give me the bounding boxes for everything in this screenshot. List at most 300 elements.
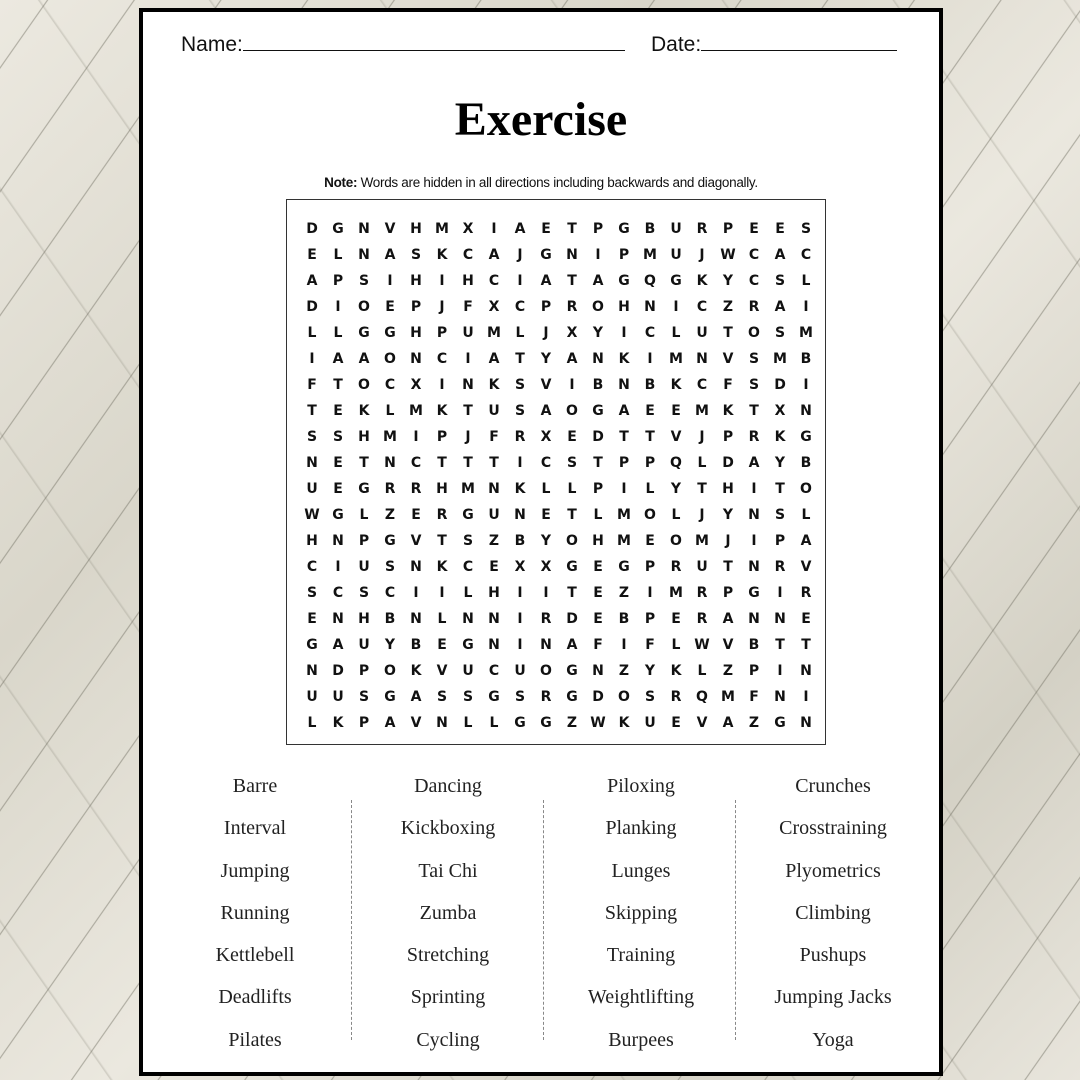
grid-cell[interactable]: L <box>697 455 707 471</box>
grid-cell[interactable]: K <box>410 663 422 679</box>
grid-cell[interactable]: U <box>644 715 656 731</box>
grid-cell[interactable]: R <box>670 559 682 575</box>
grid-cell[interactable]: V <box>670 429 682 445</box>
grid-cell[interactable]: N <box>748 611 760 627</box>
grid-cell[interactable]: H <box>436 481 448 497</box>
grid-cell[interactable]: A <box>358 351 370 367</box>
grid-cell[interactable]: I <box>491 221 497 237</box>
grid-cell[interactable]: R <box>540 689 552 705</box>
grid-cell[interactable]: O <box>644 507 656 523</box>
grid-cell[interactable]: D <box>306 299 318 315</box>
grid-cell[interactable]: Y <box>644 663 656 679</box>
grid-cell[interactable]: O <box>540 663 552 679</box>
grid-cell[interactable]: A <box>592 273 604 289</box>
grid-cell[interactable]: I <box>595 247 601 263</box>
grid-cell[interactable]: A <box>618 403 630 419</box>
grid-cell[interactable]: M <box>617 533 631 549</box>
grid-cell[interactable]: T <box>567 507 577 523</box>
grid-cell[interactable]: P <box>332 273 344 289</box>
grid-cell[interactable]: J <box>439 299 445 315</box>
grid-cell[interactable]: T <box>801 637 811 653</box>
grid-cell[interactable]: E <box>489 559 499 575</box>
grid-cell[interactable]: N <box>696 351 708 367</box>
grid-cell[interactable]: M <box>461 481 475 497</box>
grid-cell[interactable]: M <box>799 325 813 341</box>
grid-cell[interactable]: M <box>669 351 683 367</box>
grid-cell[interactable]: E <box>671 611 681 627</box>
grid-cell[interactable]: L <box>359 507 369 523</box>
grid-cell[interactable]: S <box>514 403 526 419</box>
grid-cell[interactable]: X <box>540 559 552 575</box>
grid-cell[interactable]: A <box>774 247 786 263</box>
grid-cell[interactable]: A <box>410 689 422 705</box>
grid-cell[interactable]: E <box>437 637 447 653</box>
grid-cell[interactable]: B <box>644 377 656 393</box>
grid-cell[interactable]: O <box>592 299 604 315</box>
grid-cell[interactable]: A <box>332 351 344 367</box>
grid-cell[interactable]: N <box>332 611 344 627</box>
grid-cell[interactable]: S <box>774 273 786 289</box>
grid-cell[interactable]: M <box>669 585 683 601</box>
grid-cell[interactable]: N <box>488 637 500 653</box>
grid-cell[interactable]: N <box>306 663 318 679</box>
grid-cell[interactable]: M <box>643 247 657 263</box>
grid-cell[interactable]: I <box>517 273 523 289</box>
grid-cell[interactable]: G <box>462 637 474 653</box>
grid-cell[interactable]: H <box>592 533 604 549</box>
grid-cell[interactable]: T <box>645 429 655 445</box>
grid-cell[interactable]: G <box>488 689 500 705</box>
grid-cell[interactable]: I <box>543 585 549 601</box>
grid-cell[interactable]: M <box>383 429 397 445</box>
grid-cell[interactable]: P <box>358 533 370 549</box>
grid-cell[interactable]: N <box>566 247 578 263</box>
grid-cell[interactable]: M <box>695 533 709 549</box>
grid-cell[interactable]: W <box>304 507 320 523</box>
grid-cell[interactable]: Y <box>722 507 734 523</box>
grid-cell[interactable]: N <box>592 663 604 679</box>
grid-cell[interactable]: L <box>489 715 499 731</box>
grid-cell[interactable]: G <box>540 247 552 263</box>
grid-cell[interactable]: T <box>723 325 733 341</box>
grid-cell[interactable]: L <box>307 325 317 341</box>
grid-cell[interactable]: E <box>671 403 681 419</box>
grid-cell[interactable]: V <box>410 715 422 731</box>
grid-cell[interactable]: I <box>517 585 523 601</box>
grid-cell[interactable]: Y <box>592 325 604 341</box>
grid-cell[interactable]: R <box>540 611 552 627</box>
grid-cell[interactable]: X <box>462 221 474 237</box>
grid-cell[interactable]: L <box>567 481 577 497</box>
grid-cell[interactable]: G <box>592 403 604 419</box>
grid-cell[interactable]: E <box>333 481 343 497</box>
grid-cell[interactable]: T <box>593 455 603 471</box>
grid-cell[interactable]: Q <box>670 455 682 471</box>
grid-cell[interactable]: I <box>465 351 471 367</box>
grid-cell[interactable]: U <box>306 481 318 497</box>
grid-cell[interactable]: U <box>696 559 708 575</box>
grid-cell[interactable]: V <box>800 559 812 575</box>
grid-cell[interactable]: C <box>488 273 500 289</box>
grid-cell[interactable]: D <box>774 377 786 393</box>
grid-cell[interactable]: T <box>437 533 447 549</box>
grid-cell[interactable]: N <box>514 507 526 523</box>
grid-cell[interactable]: I <box>413 585 419 601</box>
grid-cell[interactable]: C <box>644 325 656 341</box>
grid-cell[interactable]: T <box>489 455 499 471</box>
grid-cell[interactable]: P <box>774 533 786 549</box>
grid-cell[interactable]: I <box>517 611 523 627</box>
grid-cell[interactable]: H <box>410 325 422 341</box>
grid-cell[interactable]: C <box>332 585 344 601</box>
grid-cell[interactable]: Z <box>722 299 734 315</box>
grid-cell[interactable]: C <box>306 559 318 575</box>
grid-cell[interactable]: C <box>800 247 812 263</box>
grid-cell[interactable]: S <box>462 533 474 549</box>
grid-cell[interactable]: A <box>748 455 760 471</box>
grid-cell[interactable]: L <box>333 325 343 341</box>
grid-cell[interactable]: S <box>462 689 474 705</box>
grid-cell[interactable]: S <box>774 507 786 523</box>
grid-cell[interactable]: N <box>384 455 396 471</box>
grid-cell[interactable]: A <box>566 637 578 653</box>
grid-cell[interactable]: A <box>722 715 734 731</box>
grid-cell[interactable]: R <box>748 299 760 315</box>
grid-cell[interactable]: K <box>436 247 448 263</box>
grid-cell[interactable]: K <box>436 559 448 575</box>
grid-cell[interactable]: T <box>307 403 317 419</box>
grid-cell[interactable]: C <box>462 559 474 575</box>
grid-cell[interactable]: I <box>647 351 653 367</box>
grid-cell[interactable]: I <box>777 585 783 601</box>
grid-cell[interactable]: G <box>618 273 630 289</box>
grid-cell[interactable]: S <box>384 559 396 575</box>
grid-cell[interactable]: I <box>621 481 627 497</box>
grid-cell[interactable]: P <box>644 611 656 627</box>
grid-cell[interactable]: G <box>514 715 526 731</box>
grid-cell[interactable]: W <box>720 247 736 263</box>
grid-cell[interactable]: T <box>619 429 629 445</box>
grid-cell[interactable]: A <box>384 715 396 731</box>
grid-cell[interactable]: G <box>566 663 578 679</box>
grid-cell[interactable]: D <box>592 429 604 445</box>
grid-cell[interactable]: M <box>617 507 631 523</box>
grid-cell[interactable]: P <box>540 299 552 315</box>
grid-cell[interactable]: H <box>410 221 422 237</box>
grid-cell[interactable]: S <box>410 247 422 263</box>
grid-cell[interactable]: E <box>567 429 577 445</box>
grid-cell[interactable]: I <box>309 351 315 367</box>
grid-cell[interactable]: L <box>333 247 343 263</box>
grid-cell[interactable]: A <box>514 221 526 237</box>
grid-cell[interactable]: O <box>748 325 760 341</box>
grid-cell[interactable]: I <box>335 559 341 575</box>
grid-cell[interactable]: O <box>800 481 812 497</box>
grid-cell[interactable]: L <box>307 715 317 731</box>
grid-cell[interactable]: K <box>722 403 734 419</box>
grid-cell[interactable]: V <box>436 663 448 679</box>
grid-cell[interactable]: U <box>462 663 474 679</box>
grid-cell[interactable]: K <box>332 715 344 731</box>
grid-cell[interactable]: B <box>592 377 604 393</box>
grid-cell[interactable]: P <box>618 455 630 471</box>
grid-cell[interactable]: Y <box>384 637 396 653</box>
date-field[interactable] <box>651 32 897 57</box>
grid-cell[interactable]: I <box>439 273 445 289</box>
grid-cell[interactable]: L <box>385 403 395 419</box>
grid-cell[interactable]: L <box>593 507 603 523</box>
grid-cell[interactable]: Z <box>488 533 500 549</box>
grid-cell[interactable]: N <box>540 637 552 653</box>
grid-cell[interactable]: B <box>748 637 760 653</box>
grid-cell[interactable]: P <box>722 429 734 445</box>
grid-cell[interactable]: C <box>748 247 760 263</box>
grid-cell[interactable]: R <box>566 299 578 315</box>
grid-cell[interactable]: C <box>514 299 526 315</box>
grid-cell[interactable]: Y <box>670 481 682 497</box>
grid-cell[interactable]: A <box>566 351 578 367</box>
grid-cell[interactable]: A <box>384 247 396 263</box>
grid-cell[interactable]: U <box>488 403 500 419</box>
grid-cell[interactable]: J <box>699 429 705 445</box>
grid-cell[interactable]: F <box>463 299 473 315</box>
grid-cell[interactable]: R <box>800 585 812 601</box>
grid-cell[interactable]: A <box>306 273 318 289</box>
grid-cell[interactable]: E <box>593 559 603 575</box>
grid-cell[interactable]: U <box>462 325 474 341</box>
grid-cell[interactable]: X <box>774 403 786 419</box>
grid-cell[interactable]: E <box>749 221 759 237</box>
grid-cell[interactable]: N <box>306 455 318 471</box>
grid-cell[interactable]: Z <box>618 585 630 601</box>
grid-cell[interactable]: T <box>749 403 759 419</box>
grid-cell[interactable]: U <box>514 663 526 679</box>
grid-cell[interactable]: L <box>671 325 681 341</box>
grid-cell[interactable]: B <box>384 611 396 627</box>
grid-cell[interactable]: R <box>514 429 526 445</box>
grid-cell[interactable]: K <box>670 377 682 393</box>
grid-cell[interactable]: E <box>541 507 551 523</box>
grid-cell[interactable]: L <box>697 663 707 679</box>
grid-cell[interactable]: N <box>644 299 656 315</box>
grid-cell[interactable]: U <box>696 325 708 341</box>
grid-cell[interactable]: S <box>358 273 370 289</box>
grid-cell[interactable]: E <box>333 455 343 471</box>
grid-cell[interactable]: Y <box>722 273 734 289</box>
grid-cell[interactable]: G <box>566 689 578 705</box>
grid-cell[interactable]: V <box>540 377 552 393</box>
grid-cell[interactable]: X <box>514 559 526 575</box>
grid-cell[interactable]: S <box>748 377 760 393</box>
grid-cell[interactable]: P <box>592 221 604 237</box>
grid-cell[interactable]: P <box>410 299 422 315</box>
grid-cell[interactable]: G <box>384 533 396 549</box>
grid-cell[interactable]: N <box>410 559 422 575</box>
grid-cell[interactable]: G <box>384 689 396 705</box>
grid-cell[interactable]: E <box>593 611 603 627</box>
grid-cell[interactable]: I <box>387 273 393 289</box>
grid-cell[interactable]: C <box>488 663 500 679</box>
grid-cell[interactable]: L <box>671 507 681 523</box>
grid-cell[interactable]: G <box>670 273 682 289</box>
grid-cell[interactable]: E <box>801 611 811 627</box>
grid-cell[interactable]: N <box>488 481 500 497</box>
grid-cell[interactable]: L <box>645 481 655 497</box>
grid-cell[interactable]: K <box>670 663 682 679</box>
grid-cell[interactable]: L <box>515 325 525 341</box>
grid-cell[interactable]: Z <box>384 507 396 523</box>
grid-cell[interactable]: D <box>332 663 344 679</box>
grid-cell[interactable]: I <box>647 585 653 601</box>
grid-cell[interactable]: A <box>488 351 500 367</box>
grid-cell[interactable]: A <box>488 247 500 263</box>
grid-cell[interactable]: P <box>358 663 370 679</box>
grid-cell[interactable]: K <box>358 403 370 419</box>
grid-cell[interactable]: G <box>358 481 370 497</box>
grid-cell[interactable]: X <box>410 377 422 393</box>
grid-cell[interactable]: I <box>439 585 445 601</box>
grid-cell[interactable]: N <box>774 611 786 627</box>
grid-cell[interactable]: C <box>696 377 708 393</box>
grid-cell[interactable]: K <box>618 351 630 367</box>
grid-cell[interactable]: D <box>592 689 604 705</box>
grid-cell[interactable]: T <box>567 273 577 289</box>
grid-cell[interactable]: U <box>358 559 370 575</box>
grid-cell[interactable]: G <box>748 585 760 601</box>
grid-cell[interactable]: N <box>410 611 422 627</box>
grid-cell[interactable]: A <box>722 611 734 627</box>
grid-cell[interactable]: O <box>670 533 682 549</box>
grid-cell[interactable]: T <box>723 559 733 575</box>
grid-cell[interactable]: G <box>774 715 786 731</box>
grid-cell[interactable]: V <box>722 351 734 367</box>
grid-cell[interactable]: R <box>670 689 682 705</box>
grid-cell[interactable]: C <box>696 299 708 315</box>
grid-cell[interactable]: N <box>618 377 630 393</box>
grid-cell[interactable]: M <box>721 689 735 705</box>
grid-cell[interactable]: G <box>800 429 812 445</box>
grid-cell[interactable]: K <box>488 377 500 393</box>
grid-cell[interactable]: I <box>569 377 575 393</box>
grid-cell[interactable]: M <box>487 325 501 341</box>
grid-cell[interactable]: T <box>775 637 785 653</box>
grid-cell[interactable]: A <box>774 299 786 315</box>
grid-cell[interactable]: L <box>463 585 473 601</box>
grid-cell[interactable]: V <box>410 533 422 549</box>
grid-cell[interactable]: K <box>618 715 630 731</box>
grid-cell[interactable]: J <box>699 247 705 263</box>
grid-cell[interactable]: T <box>697 481 707 497</box>
grid-cell[interactable]: V <box>722 637 734 653</box>
grid-cell[interactable]: J <box>543 325 549 341</box>
grid-cell[interactable]: I <box>517 455 523 471</box>
grid-cell[interactable]: L <box>801 273 811 289</box>
grid-cell[interactable]: H <box>358 611 370 627</box>
grid-cell[interactable]: N <box>358 247 370 263</box>
grid-cell[interactable]: N <box>462 611 474 627</box>
grid-cell[interactable]: C <box>748 273 760 289</box>
grid-cell[interactable]: L <box>463 715 473 731</box>
grid-cell[interactable]: X <box>488 299 500 315</box>
grid-cell[interactable]: O <box>566 533 578 549</box>
grid-cell[interactable]: O <box>358 377 370 393</box>
grid-cell[interactable]: S <box>306 429 318 445</box>
grid-cell[interactable]: E <box>411 507 421 523</box>
grid-cell[interactable]: O <box>384 663 396 679</box>
grid-cell[interactable]: C <box>540 455 552 471</box>
grid-cell[interactable]: K <box>696 273 708 289</box>
grid-cell[interactable]: X <box>566 325 578 341</box>
grid-cell[interactable]: P <box>618 247 630 263</box>
grid-cell[interactable]: Q <box>696 689 708 705</box>
grid-cell[interactable]: C <box>436 351 448 367</box>
grid-cell[interactable]: O <box>358 299 370 315</box>
grid-cell[interactable]: E <box>333 403 343 419</box>
grid-cell[interactable]: F <box>593 637 603 653</box>
grid-cell[interactable]: F <box>749 689 759 705</box>
grid-cell[interactable]: C <box>462 247 474 263</box>
grid-cell[interactable]: G <box>332 507 344 523</box>
grid-cell[interactable]: T <box>567 221 577 237</box>
grid-cell[interactable]: L <box>437 611 447 627</box>
grid-cell[interactable]: F <box>489 429 499 445</box>
grid-cell[interactable]: E <box>541 221 551 237</box>
grid-cell[interactable]: U <box>670 221 682 237</box>
grid-cell[interactable]: K <box>514 481 526 497</box>
grid-cell[interactable]: N <box>800 715 812 731</box>
grid-cell[interactable]: T <box>359 455 369 471</box>
grid-cell[interactable]: S <box>332 429 344 445</box>
grid-cell[interactable]: F <box>307 377 317 393</box>
grid-cell[interactable]: I <box>803 299 809 315</box>
grid-cell[interactable]: B <box>800 455 812 471</box>
grid-cell[interactable]: N <box>800 663 812 679</box>
grid-cell[interactable]: R <box>410 481 422 497</box>
grid-cell[interactable]: M <box>695 403 709 419</box>
grid-cell[interactable]: Z <box>566 715 578 731</box>
grid-cell[interactable]: H <box>306 533 318 549</box>
grid-cell[interactable]: D <box>566 611 578 627</box>
grid-cell[interactable]: F <box>645 637 655 653</box>
grid-cell[interactable]: T <box>775 481 785 497</box>
grid-cell[interactable]: M <box>409 403 423 419</box>
grid-cell[interactable]: P <box>644 455 656 471</box>
grid-cell[interactable]: E <box>645 403 655 419</box>
grid-cell[interactable]: B <box>410 637 422 653</box>
grid-cell[interactable]: I <box>803 689 809 705</box>
grid-cell[interactable]: I <box>803 377 809 393</box>
grid-cell[interactable]: S <box>306 585 318 601</box>
grid-cell[interactable]: I <box>673 299 679 315</box>
grid-cell[interactable]: S <box>566 455 578 471</box>
grid-cell[interactable]: W <box>590 715 606 731</box>
grid-cell[interactable]: U <box>332 689 344 705</box>
grid-cell[interactable]: P <box>436 325 448 341</box>
grid-cell[interactable]: V <box>696 715 708 731</box>
grid-cell[interactable]: A <box>332 637 344 653</box>
grid-cell[interactable]: P <box>358 715 370 731</box>
grid-cell[interactable]: E <box>307 611 317 627</box>
grid-cell[interactable]: G <box>618 559 630 575</box>
grid-cell[interactable]: I <box>413 429 419 445</box>
grid-cell[interactable]: S <box>800 221 812 237</box>
grid-cell[interactable]: J <box>699 507 705 523</box>
grid-cell[interactable]: Z <box>748 715 760 731</box>
grid-cell[interactable]: K <box>774 429 786 445</box>
grid-cell[interactable]: N <box>488 611 500 627</box>
grid-cell[interactable]: C <box>410 455 422 471</box>
grid-cell[interactable]: T <box>515 351 525 367</box>
